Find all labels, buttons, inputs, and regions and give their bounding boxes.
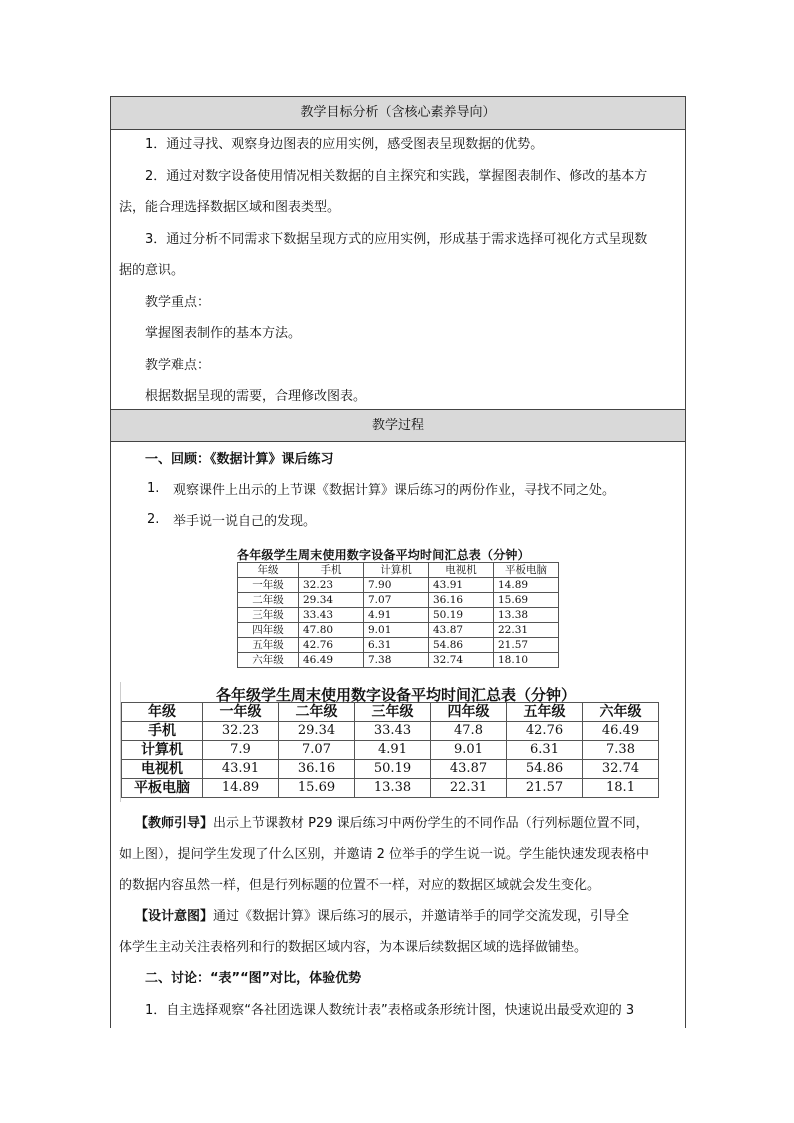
table1-cell: 42.76 — [299, 638, 364, 653]
table2-cell: 43.87 — [431, 760, 507, 779]
table2-row — [122, 722, 659, 741]
table1-cell: 18.10 — [494, 653, 559, 668]
table1-cell: 13.38 — [494, 608, 559, 623]
table1-cell: 15.69 — [494, 593, 559, 608]
teacher-guide-text-1: 出示上节课教材 P29 课后练习中两份学生的不同作品（行列标题位置不同， — [213, 816, 649, 831]
table2-cell: 电视机 — [122, 760, 203, 779]
table2-cell: 手机 — [122, 722, 203, 741]
table1-cell: 7.90 — [364, 578, 429, 593]
table1-row — [238, 638, 559, 653]
table1-cell: 33.43 — [299, 608, 364, 623]
table1-cell: 47.80 — [299, 623, 364, 638]
table2-cell: 9.01 — [431, 741, 507, 760]
teacher-guide-line-2: 如上图），提问学生发现了什么区别，并邀请 2 位举手的学生说一说。学生能快速发现表格中 — [119, 847, 650, 862]
table2-cell: 计算机 — [122, 741, 203, 760]
table1-cell: 7.07 — [364, 593, 429, 608]
table1-cell: 46.49 — [299, 653, 364, 668]
table1-cell: 六年级 — [238, 653, 299, 668]
table2-row — [122, 760, 659, 779]
table2-header-cell: 一年级 — [203, 703, 279, 722]
table2-cell: 36.16 — [279, 760, 355, 779]
table1-caption: 各年级学生周末使用数字设备平均时间汇总表（分钟） — [237, 548, 530, 562]
table2-cell: 46.49 — [583, 722, 659, 741]
table2-cell: 7.38 — [583, 741, 659, 760]
step-2-text: 举手说一说自己的发现。 — [173, 514, 317, 529]
table2-header-cell: 三年级 — [355, 703, 431, 722]
table1-cell: 五年级 — [238, 638, 299, 653]
goal-line-2: 2．通过对数字设备使用情况相关数据的自主探究和实践，掌握图表制作、修改的基本方 — [145, 169, 648, 184]
table1-cell: 43.87 — [429, 623, 494, 638]
table1-header-cell: 年级 — [238, 563, 299, 578]
table2-header-cell: 年级 — [122, 703, 203, 722]
table2-cell: 15.69 — [279, 779, 355, 798]
section1-title: 一、回顾：《数据计算》课后练习 — [145, 452, 334, 467]
focus-text: 掌握图表制作的基本方法。 — [145, 326, 302, 341]
table1-cell: 7.38 — [364, 653, 429, 668]
table1-row — [238, 608, 559, 623]
table2-header-cell: 五年级 — [507, 703, 583, 722]
table1-header-cell: 电视机 — [429, 563, 494, 578]
table1-cell: 54.86 — [429, 638, 494, 653]
section-header-process: 教学过程 — [111, 409, 685, 442]
table2-cell: 平板电脑 — [122, 779, 203, 798]
goal-line-3: 法，能合理选择数据区域和图表类型。 — [119, 200, 341, 215]
table2-cell: 32.74 — [583, 760, 659, 779]
table1-cell: 50.19 — [429, 608, 494, 623]
table1-cell: 6.31 — [364, 638, 429, 653]
table1 — [237, 562, 559, 668]
table2-cell: 50.19 — [355, 760, 431, 779]
design-line-2: 体学生主动关注表格列和行的数据区域内容，为本课后续数据区域的选择做铺垫。 — [119, 940, 588, 955]
table2-cell: 43.91 — [203, 760, 279, 779]
section2-title: 二、讨论：“表”“图”对比，体验优势 — [145, 971, 362, 986]
focus-label: 教学重点： — [145, 295, 211, 310]
table1-cell: 9.01 — [364, 623, 429, 638]
step-2-num: 2. — [147, 512, 160, 527]
table1-row — [238, 578, 559, 593]
difficulty-text: 根据数据呈现的需要，合理修改图表。 — [145, 389, 367, 404]
table1-row — [238, 653, 559, 668]
table2-cell: 7.9 — [203, 741, 279, 760]
table2-cell: 29.34 — [279, 722, 355, 741]
table1-header-cell: 计算机 — [364, 563, 429, 578]
table2-cell: 32.23 — [203, 722, 279, 741]
teacher-guide-line-1 — [135, 814, 681, 834]
table1-cell: 14.89 — [494, 578, 559, 593]
teacher-guide-label: 【教师引导】 — [135, 816, 214, 831]
table1-cell: 三年级 — [238, 608, 299, 623]
table2-header-row — [122, 703, 659, 722]
discussion-line-1: 1．自主选择观察“各社团选课人数统计表”表格或条形统计图，快速说出最受欢迎的 3 — [145, 1003, 635, 1018]
table1-row — [238, 593, 559, 608]
table2-cell: 13.38 — [355, 779, 431, 798]
table1-cell: 32.23 — [299, 578, 364, 593]
difficulty-label: 教学难点： — [145, 358, 211, 373]
teacher-guide-line-3: 的数据内容虽然一样，但是行列标题的位置不一样，对应的数据区域就会发生变化。 — [119, 878, 601, 893]
table1-cell: 一年级 — [238, 578, 299, 593]
table2-row — [122, 741, 659, 760]
step-1-text: 观察课件上出示的上节课《数据计算》课后练习的两份作业，寻找不同之处。 — [173, 483, 616, 498]
table2-header-cell: 二年级 — [279, 703, 355, 722]
table2-cell: 47.8 — [431, 722, 507, 741]
table1-row — [238, 623, 559, 638]
goal-line-4: 3．通过分析不同需求下数据呈现方式的应用实例，形成基于需求选择可视化方式呈现数 — [145, 232, 648, 247]
table2-cell: 4.91 — [355, 741, 431, 760]
table2-cell: 7.07 — [279, 741, 355, 760]
table2-row — [122, 779, 659, 798]
table2-cell: 18.1 — [583, 779, 659, 798]
table1-header-row — [238, 563, 559, 578]
table1-cell: 21.57 — [494, 638, 559, 653]
design-line-1 — [135, 907, 681, 927]
table1-cell: 36.16 — [429, 593, 494, 608]
table1-cell: 4.91 — [364, 608, 429, 623]
step-1-num: 1. — [147, 481, 160, 496]
table2-cell: 42.76 — [507, 722, 583, 741]
table2-cell: 6.31 — [507, 741, 583, 760]
table2 — [121, 702, 659, 798]
table1-header-cell: 手机 — [299, 563, 364, 578]
table2-cell: 54.86 — [507, 760, 583, 779]
table2-header-cell: 六年级 — [583, 703, 659, 722]
design-text-1: 通过《数据计算》课后练习的展示，并邀请举手的同学交流发现，引导全 — [213, 909, 630, 924]
table1-cell: 22.31 — [494, 623, 559, 638]
table1-header-cell: 平板电脑 — [494, 563, 559, 578]
table1-cell: 二年级 — [238, 593, 299, 608]
goal-line-5: 据的意识。 — [119, 263, 185, 278]
table2-header-cell: 四年级 — [431, 703, 507, 722]
table1-cell: 29.34 — [299, 593, 364, 608]
section-header-objectives: 教学目标分析（含核心素养导向） — [111, 97, 685, 130]
design-label: 【设计意图】 — [135, 909, 214, 924]
goal-line-1: 1．通过寻找、观察身边图表的应用实例，感受图表呈现数据的优势。 — [145, 137, 544, 152]
table1-cell: 32.74 — [429, 653, 494, 668]
table1-cell: 43.91 — [429, 578, 494, 593]
table1-cell: 四年级 — [238, 623, 299, 638]
table2-cell: 21.57 — [507, 779, 583, 798]
table2-cell: 14.89 — [203, 779, 279, 798]
table2-cell: 33.43 — [355, 722, 431, 741]
table2-cell: 22.31 — [431, 779, 507, 798]
table2-caption: 各年级学生周末使用数字设备平均时间汇总表（分钟） — [215, 686, 576, 704]
